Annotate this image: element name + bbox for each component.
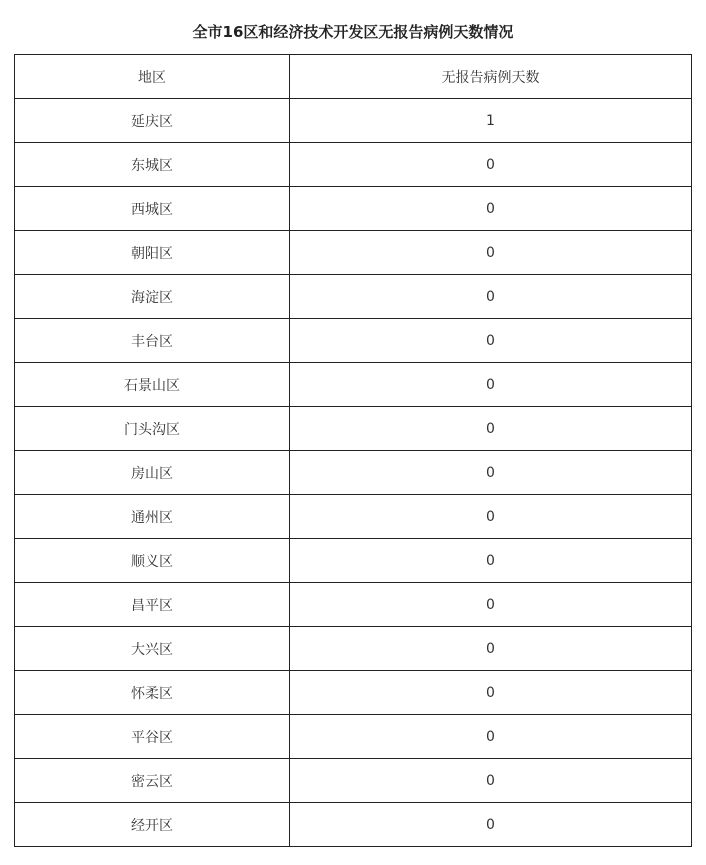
district-cell: 门头沟区	[15, 407, 290, 451]
days-cell: 0	[290, 759, 692, 803]
district-cell: 密云区	[15, 759, 290, 803]
district-cell: 昌平区	[15, 583, 290, 627]
district-cell: 平谷区	[15, 715, 290, 759]
days-cell: 1	[290, 99, 692, 143]
table-row	[15, 451, 692, 495]
days-cell: 0	[290, 583, 692, 627]
table-row	[15, 539, 692, 583]
table-row	[15, 275, 692, 319]
district-cell: 朝阳区	[15, 231, 290, 275]
days-cell: 0	[290, 495, 692, 539]
days-cell: 0	[290, 627, 692, 671]
days-cell: 0	[290, 143, 692, 187]
district-cell: 延庆区	[15, 99, 290, 143]
district-cell: 房山区	[15, 451, 290, 495]
column-header-district: 地区	[15, 55, 290, 99]
table-row	[15, 759, 692, 803]
days-cell: 0	[290, 275, 692, 319]
district-cell: 海淀区	[15, 275, 290, 319]
district-cell: 西城区	[15, 187, 290, 231]
days-cell: 0	[290, 803, 692, 847]
district-cell: 丰台区	[15, 319, 290, 363]
district-cell: 大兴区	[15, 627, 290, 671]
days-cell: 0	[290, 671, 692, 715]
table-row	[15, 231, 692, 275]
table-row	[15, 99, 692, 143]
days-cell: 0	[290, 319, 692, 363]
days-cell: 0	[290, 451, 692, 495]
days-cell: 0	[290, 187, 692, 231]
district-cell: 通州区	[15, 495, 290, 539]
district-cell: 东城区	[15, 143, 290, 187]
table-row	[15, 715, 692, 759]
table-row	[15, 143, 692, 187]
table-row	[15, 803, 692, 847]
days-cell: 0	[290, 407, 692, 451]
column-header-days: 无报告病例天数	[290, 55, 692, 99]
days-cell: 0	[290, 539, 692, 583]
table-row	[15, 363, 692, 407]
days-cell: 0	[290, 715, 692, 759]
district-cell: 经开区	[15, 803, 290, 847]
table-title: 全市16区和经济技术开发区无报告病例天数情况	[192, 23, 514, 41]
days-cell: 0	[290, 231, 692, 275]
district-cell: 怀柔区	[15, 671, 290, 715]
table-header-row	[15, 55, 692, 99]
table-row	[15, 627, 692, 671]
days-cell: 0	[290, 363, 692, 407]
table-row	[15, 319, 692, 363]
table-row	[15, 495, 692, 539]
table-row	[15, 671, 692, 715]
district-cell: 石景山区	[15, 363, 290, 407]
table-row	[15, 187, 692, 231]
district-table	[14, 54, 692, 847]
table-row	[15, 583, 692, 627]
table-row	[15, 407, 692, 451]
table-body	[15, 99, 692, 847]
district-cell: 顺义区	[15, 539, 290, 583]
